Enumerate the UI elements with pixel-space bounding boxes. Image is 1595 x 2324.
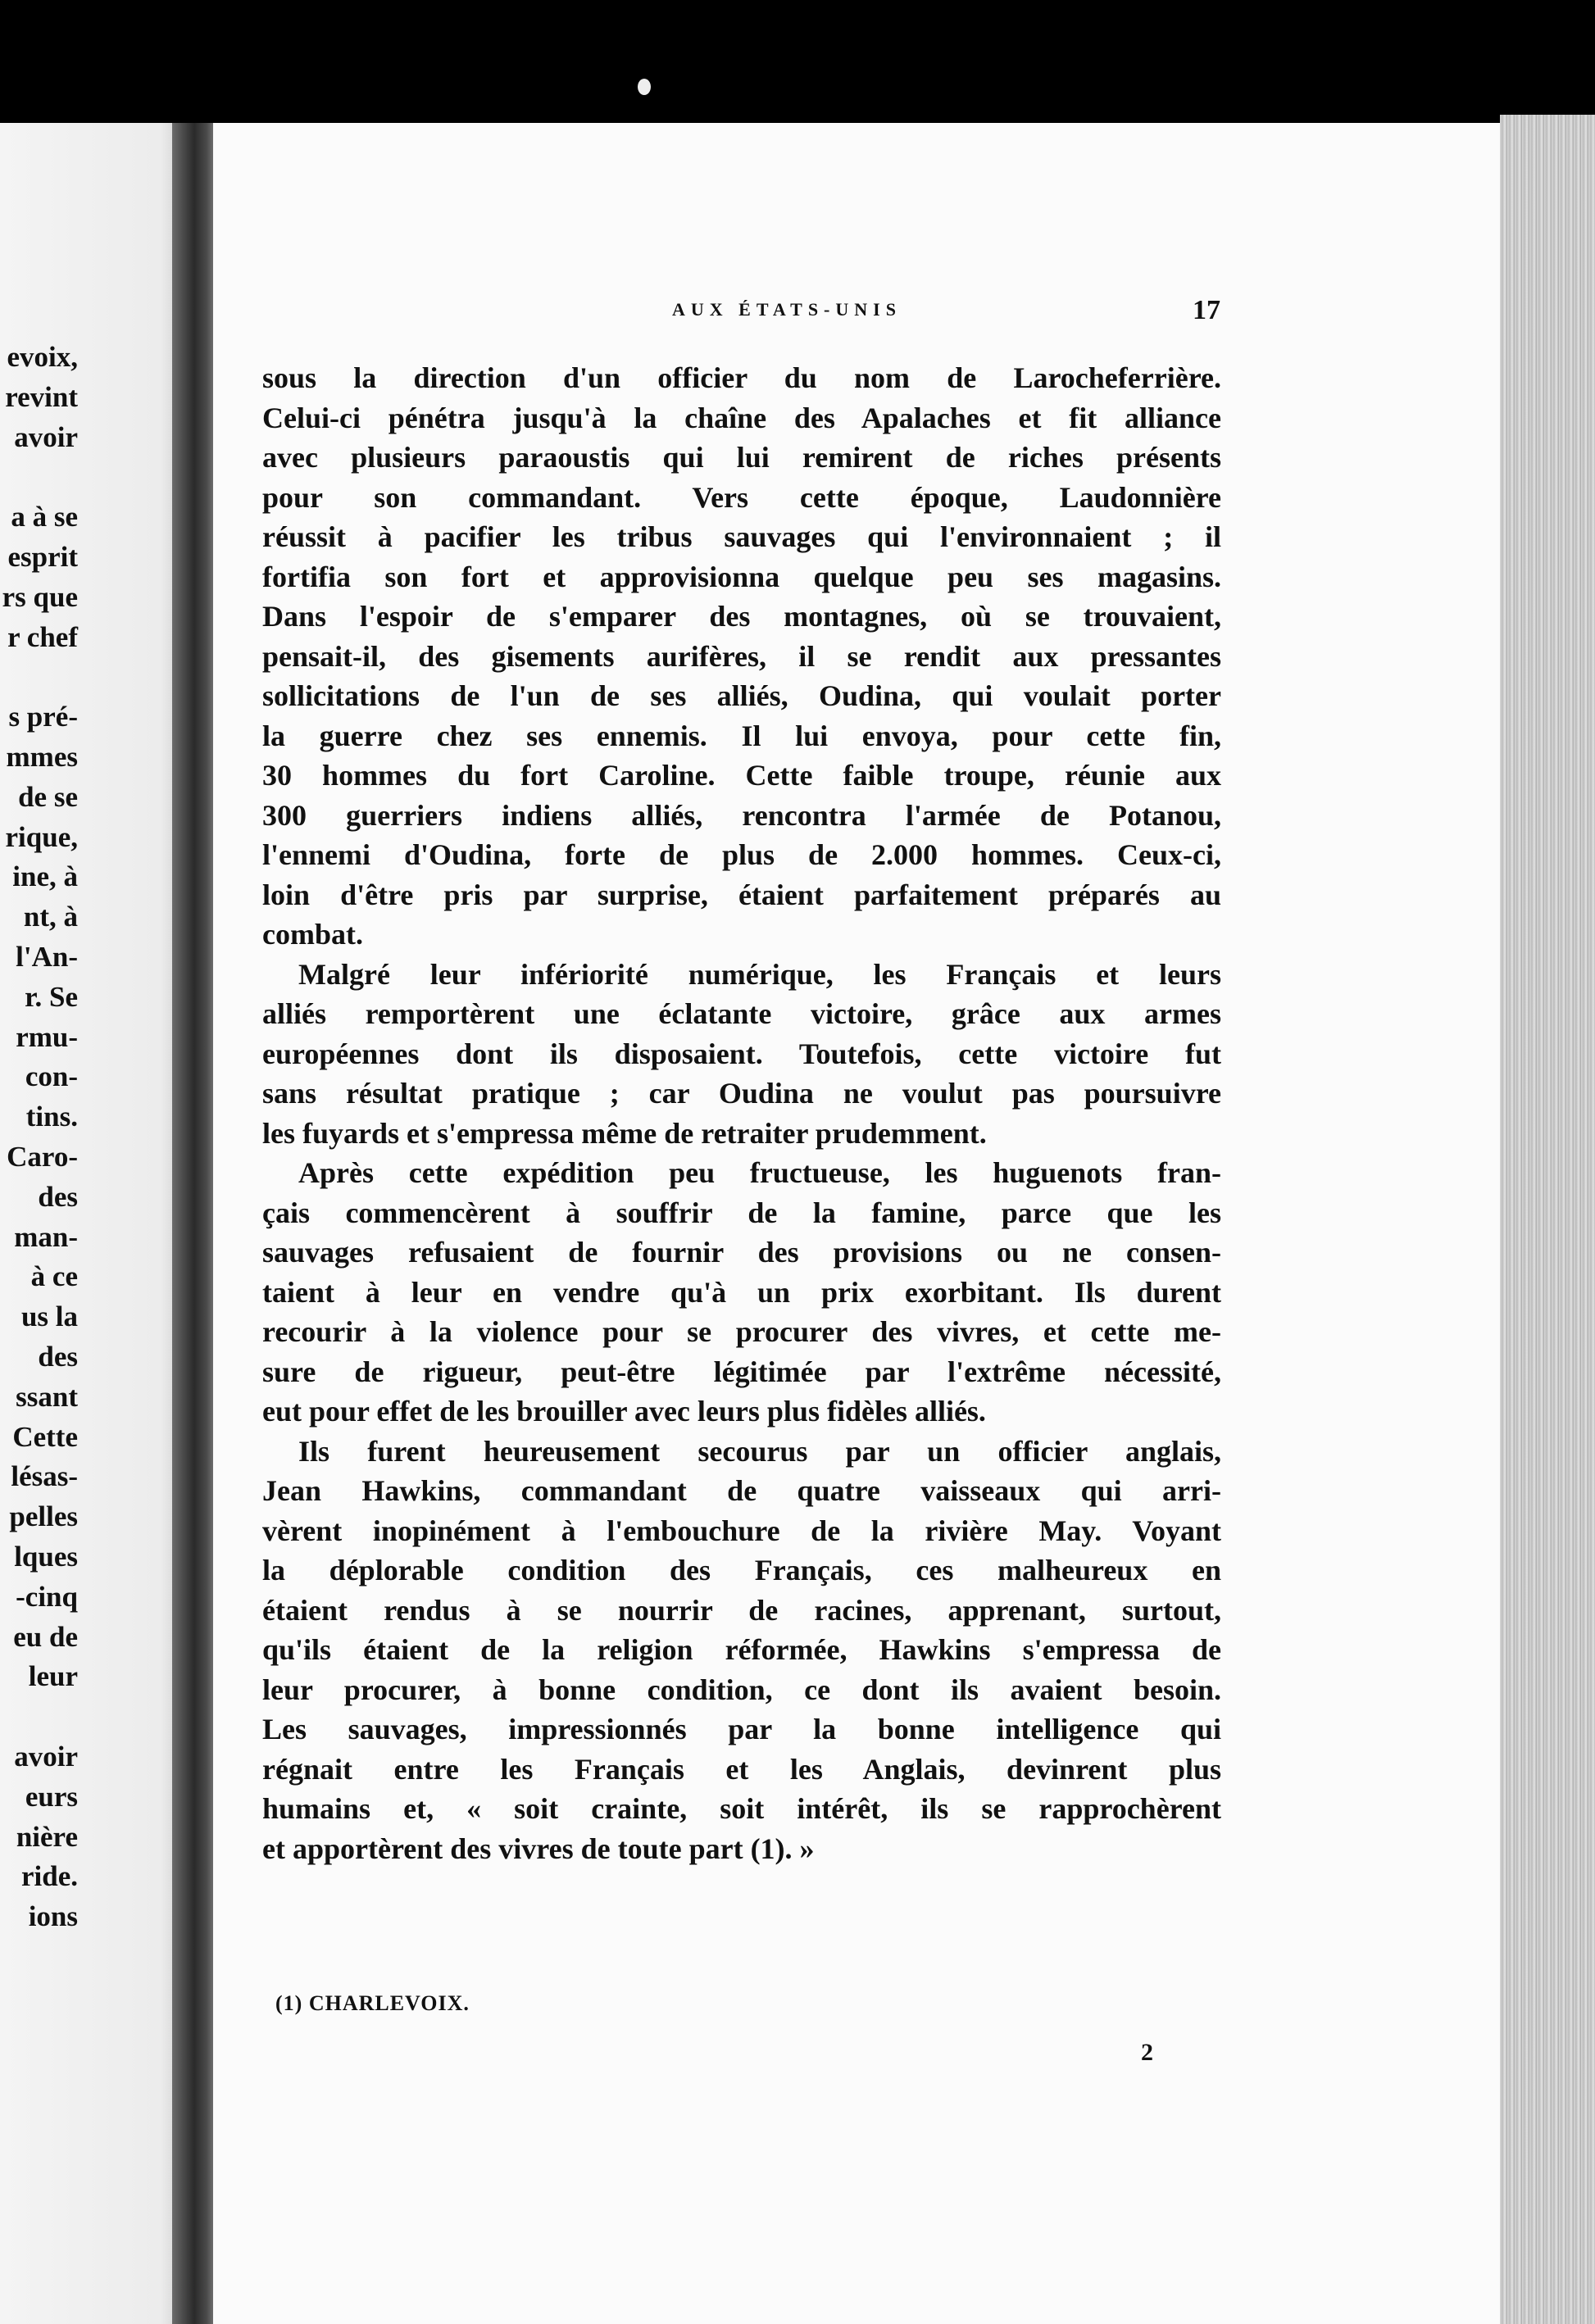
previous-page-line-fragment: avoir [14, 420, 78, 453]
page-number: 17 [1193, 295, 1220, 325]
previous-page-line-fragment: pelles [9, 1500, 78, 1533]
previous-page-line-fragment: ions [28, 1900, 78, 1933]
text-line: Malgré leur infériorité numérique, les Français et leurs [298, 957, 1221, 991]
previous-page-line-fragment: des [38, 1180, 78, 1213]
previous-page-line-fragment: mmes [6, 741, 78, 773]
previous-page-line-fragment: revint [5, 380, 78, 413]
text-line: pour son commandant. Vers cette époque, Laudonnière [262, 480, 1221, 514]
text-line: loin d'être pris par surprise, étaient parfaitement préparés au [262, 878, 1221, 911]
text-line: sollicitations de l'un de ses alliés, Oudina, qui voulait porter [262, 679, 1221, 712]
text-line: recourir à la violence pour se procurer des vivres, et cette me- [262, 1315, 1221, 1348]
previous-page-line-fragment: s pré- [8, 701, 78, 733]
previous-page-line-fragment: eurs [25, 1780, 78, 1813]
text-line: Ils furent heureusement secourus par un officier anglais, [298, 1434, 1221, 1468]
text-line: leur procurer, à bonne condition, ce dont ils avaient besoin. [262, 1673, 1221, 1706]
text-line: Après cette expédition peu fructueuse, les huguenots fran- [298, 1156, 1221, 1189]
text-line: régnait entre les Français et les Anglais, devinrent plus [262, 1752, 1221, 1786]
previous-page-line-fragment: nt, à [23, 901, 78, 933]
text-line: 300 guerriers indiens alliés, rencontra l'armée de Potanou, [262, 798, 1221, 832]
text-line: étaient rendus à se nourrir de racines, apprenant, surtout, [262, 1593, 1221, 1627]
previous-page-line-fragment: r. Se [25, 980, 78, 1013]
previous-page-line-fragment: leur [28, 1660, 78, 1693]
page-edge-stack [1500, 115, 1595, 2324]
text-line: européennes dont ils disposaient. Toutefois, cette victoire fut [262, 1037, 1221, 1070]
previous-page-line-fragment: des [38, 1341, 78, 1373]
text-line: Celui-ci pénétra jusqu'à la chaîne des Apalaches et fit alliance [262, 401, 1221, 434]
previous-page-line-fragment: lques [14, 1541, 78, 1573]
previous-page-line-fragment: a à se [11, 501, 78, 533]
text-line: 30 hommes du fort Caroline. Cette faible troupe, réunie aux [262, 759, 1221, 792]
text-line: Dans l'espoir de s'emparer des montagnes, où se trouvaient, [262, 600, 1221, 633]
previous-page-line-fragment: tins. [25, 1101, 78, 1133]
previous-page-line-fragment: avoir [14, 1741, 78, 1773]
previous-page-line-fragment: ine, à [12, 860, 78, 893]
previous-page-line-fragment: r chef [7, 620, 78, 653]
text-line: sauvages refusaient de fournir des provisions ou ne consen- [262, 1236, 1221, 1269]
previous-page-line-fragment: rmu- [16, 1020, 78, 1053]
text-line: et apportèrent des vivres de toute part (1). » [262, 1832, 815, 1865]
previous-page-line-fragment: man- [14, 1220, 78, 1253]
previous-page-line-fragment: -cinq [16, 1580, 78, 1613]
text-line: eut pour effet de les brouiller avec leurs plus fidèles alliés. [262, 1395, 986, 1428]
previous-page-line-fragment: evoix, [7, 341, 78, 373]
previous-page-line-fragment: l'An- [16, 941, 78, 973]
scan-dust-mark [638, 79, 651, 95]
previous-page-line-fragment: rs que [2, 580, 78, 613]
previous-page-line-fragment: eu de [13, 1620, 78, 1653]
text-line: sous la direction d'un officier du nom de Larocheferrière. [262, 361, 1221, 394]
body-text [262, 358, 1221, 1868]
previous-page-line-fragment: de se [18, 780, 78, 813]
text-line: taient à leur en vendre qu'à un prix exorbitant. Ils durent [262, 1275, 1221, 1309]
text-line: la déplorable condition des Français, ces malheureux en [262, 1554, 1221, 1586]
text-line: Les sauvages, impressionnés par la bonne intelligence qui [262, 1713, 1221, 1745]
previous-page-line-fragment: nière [16, 1820, 78, 1853]
text-line: sans résultat pratique ; car Oudina ne voulut pas poursuivre [262, 1077, 1221, 1110]
printer-signature-mark: 2 [1141, 2039, 1153, 2066]
text-line: sure de rigueur, peut-être légitimée par l'extrême nécessité, [262, 1355, 1221, 1388]
previous-page-line-fragment: rique, [5, 820, 78, 853]
previous-page-line-fragment: con- [25, 1060, 78, 1093]
text-line: fortifia son fort et approvisionna quelque peu ses magasins. [262, 560, 1221, 593]
previous-page-fragment [0, 123, 201, 2324]
previous-page-line-fragment: ssant [16, 1380, 78, 1413]
previous-page-line-fragment: ride. [20, 1860, 78, 1893]
previous-page-line-fragment: lésas- [11, 1460, 78, 1493]
previous-page-line-fragment: Cette [12, 1420, 78, 1453]
text-line: la guerre chez ses ennemis. Il lui envoya, pour cette fin, [262, 719, 1221, 752]
previous-page-line-fragment: us la [20, 1300, 78, 1333]
text-line: qu'ils étaient de la religion réformée, Hawkins s'empressa de [262, 1633, 1221, 1666]
text-line: humains et, « soit crainte, soit intérêt, ils se rapprochèrent [262, 1792, 1221, 1825]
text-line: alliés remportèrent une éclatante victoire, grâce aux armes [262, 997, 1221, 1030]
text-line: combat. [262, 918, 363, 951]
footnote: (1) CHARLEVOIX. [275, 1991, 470, 2015]
previous-page-line-fragment: Caro- [7, 1141, 78, 1173]
text-line: çais commencèrent à souffrir de la famine, parce que les [262, 1196, 1221, 1229]
text-line: Jean Hawkins, commandant de quatre vaisseaux qui arri- [262, 1474, 1221, 1507]
text-line: pensait-il, des gisements aurifères, il se rendit aux pressantes [262, 639, 1221, 673]
text-line: les fuyards et s'empressa même de retraiter prudemment. [262, 1116, 987, 1150]
text-line: l'ennemi d'Oudina, forte de plus de 2.000 hommes. Ceux-ci, [262, 838, 1221, 871]
previous-page-line-fragment: esprit [7, 541, 78, 573]
previous-page-line-fragment: à ce [30, 1260, 78, 1293]
text-line: réussit à pacifier les tribus sauvages qui l'environnaient ; il [262, 520, 1221, 553]
text-line: vèrent inopinément à l'embouchure de la rivière May. Voyant [262, 1514, 1221, 1547]
running-head: AUX ÉTATS-UNIS [672, 299, 902, 320]
text-line: avec plusieurs paraoustis qui lui remirent de riches présents [262, 441, 1221, 474]
